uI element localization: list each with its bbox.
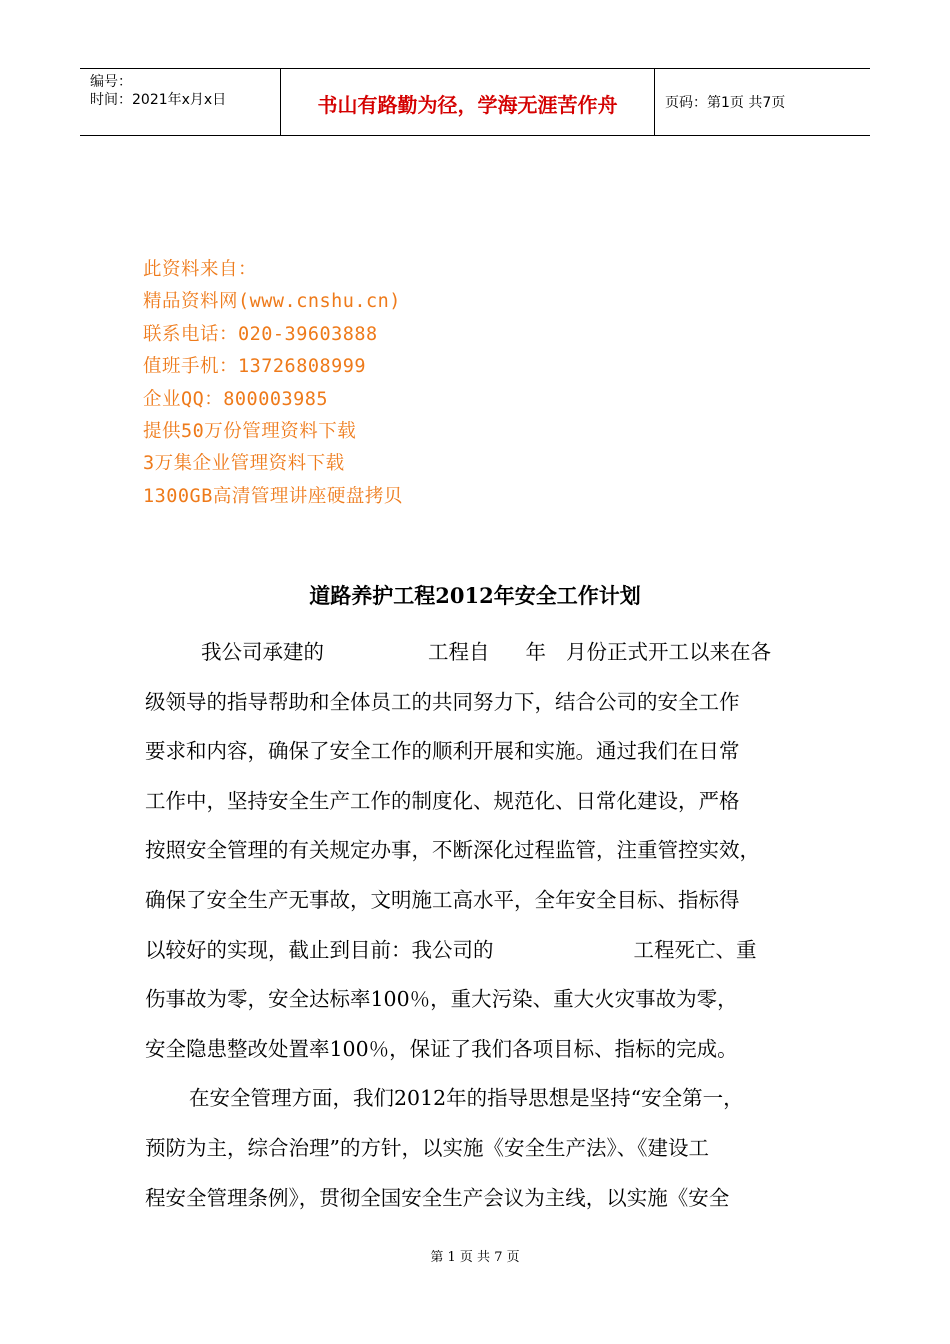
motto-text: 书山有路勤为径，学海无涯苦作舟 (317, 93, 618, 117)
promo-line: 精品资料网(www.cnshu.cn) (143, 291, 401, 313)
paragraph-line: 工作中，坚持安全生产工作的制度化、规范化、日常化建设，严格 (145, 788, 740, 813)
promo-block (143, 254, 403, 513)
header-page-cell (655, 69, 870, 135)
paragraph-line: 在安全管理方面，我们2012年的指导思想是坚持“安全第一， (189, 1086, 744, 1111)
promo-line: 1300GB高清管理讲座硬盘拷贝 (143, 485, 403, 507)
document-body (145, 628, 817, 1223)
promo-line: 3万集企业管理资料下载 (143, 453, 345, 475)
promo-line: 此资料来自： (143, 259, 258, 280)
paragraph-line: 预防为主，综合治理”的方针，以实施《安全生产法》、《建设工 (145, 1135, 709, 1160)
paragraph-line: 我公司承建的 工程自 年 月份正式开工以来在各 (201, 640, 771, 664)
paragraph-line: 级领导的指导帮助和全体员工的共同努力下，结合公司的安全工作 (145, 689, 740, 714)
date-label: 时间：2021年x月x日 (90, 92, 227, 108)
paragraph-line: 程安全管理条例》，贯彻全国安全生产会议为主线，以实施《安全 (145, 1185, 730, 1210)
header-meta-cell (80, 69, 281, 135)
paragraph-line: 伤事故为零，安全达标率100％，重大污染、重大火灾事故为零， (145, 987, 738, 1012)
paragraph-line: 安全隐患整改处置率100％，保证了我们各项目标、指标的完成。 (145, 1036, 738, 1061)
header-motto-cell (281, 69, 655, 135)
paragraph-line: 以较好的实现，截止到目前：我公司的 工程死亡、重 (145, 937, 757, 962)
header-table (80, 68, 870, 136)
promo-line: 联系电话：020-39603888 (143, 323, 378, 345)
number-label: 编号： (90, 74, 132, 90)
paragraph-line: 要求和内容，确保了安全工作的顺利开展和实施。通过我们在日常 (145, 739, 740, 764)
promo-line: 提供50万份管理资料下载 (143, 421, 357, 443)
paragraph-line: 按照安全管理的有关规定办事，不断深化过程监管，注重管控实效， (145, 838, 760, 863)
page-info: 页码：第1页 共7页 (665, 95, 786, 111)
document-title: 道路养护工程2012年安全工作计划 (309, 583, 641, 608)
promo-line: 值班手机：13726808999 (143, 356, 367, 378)
paragraph-line: 确保了安全生产无事故，文明施工高水平，全年安全目标、指标得 (145, 887, 740, 912)
page-footer: 第 1 页 共 7 页 (430, 1250, 520, 1265)
promo-line: 企业QQ：800003985 (143, 388, 329, 410)
